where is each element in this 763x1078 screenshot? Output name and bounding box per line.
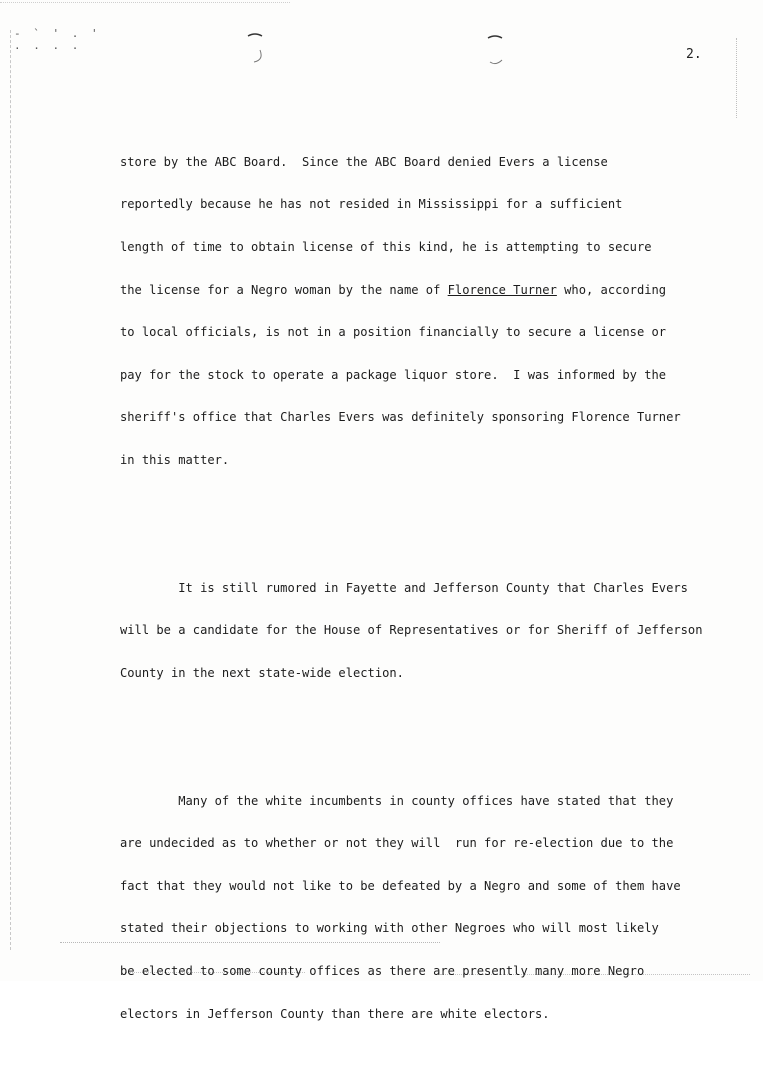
text-line: in this matter. [120, 453, 230, 468]
text-line: pay for the stock to operate a package liquor store. I was informed by the [120, 367, 667, 382]
paragraph-2 [120, 552, 703, 708]
text-line: electors in Jefferson County than there are white electors. [120, 1006, 550, 1021]
text-line: store by the ABC Board. Since the ABC Board denied Evers a license [120, 154, 608, 169]
corner-marks: - ` ' . ' . . . . [14, 27, 101, 52]
text-line: County in the next state-wide election. [120, 665, 404, 680]
text-line: to local officials, is not in a position financially to secure a license or [120, 325, 667, 340]
text-line: are undecided as to whether or not they will run for re-election due to the [120, 836, 674, 851]
document-body [120, 98, 703, 1078]
text-segment: who, according [556, 282, 667, 297]
text-line: will be a candidate for the House of Representatives or for Sheriff of Jefferson [120, 623, 703, 638]
text-line: fact that they would not like to be defeated by a Negro and some of them have [120, 878, 681, 893]
punch-hole-mark [244, 32, 266, 64]
punch-hole-mark [484, 34, 506, 66]
text-line: It is still rumored in Fayette and Jefferson County that Charles Evers [120, 580, 688, 595]
text-line: Many of the white incumbents in county offices have stated that they [120, 793, 674, 808]
text-segment: the license for a Negro woman by the name of [120, 282, 448, 297]
scan-artifact-left-edge [10, 30, 11, 950]
text-line: sheriff's office that Charles Evers was definitely sponsoring Florence Turner [120, 410, 681, 425]
paragraph-1 [120, 126, 700, 495]
text-line: reportedly because he has not resided in Mississippi for a sufficient [120, 197, 623, 212]
paragraph-3 [120, 765, 700, 1049]
text-line [120, 283, 700, 297]
page-number: 2. [686, 47, 702, 62]
text-line: stated their objections to working with other Negroes who will most likely [120, 921, 659, 936]
underlined-name: Florence Turner [447, 282, 557, 297]
scan-artifact-top-edge [0, 2, 290, 3]
text-line: be elected to some county offices as there are presently many more Negro [120, 963, 645, 978]
scan-artifact-right-edge [736, 38, 737, 118]
text-line: length of time to obtain license of this kind, he is attempting to secure [120, 240, 652, 255]
